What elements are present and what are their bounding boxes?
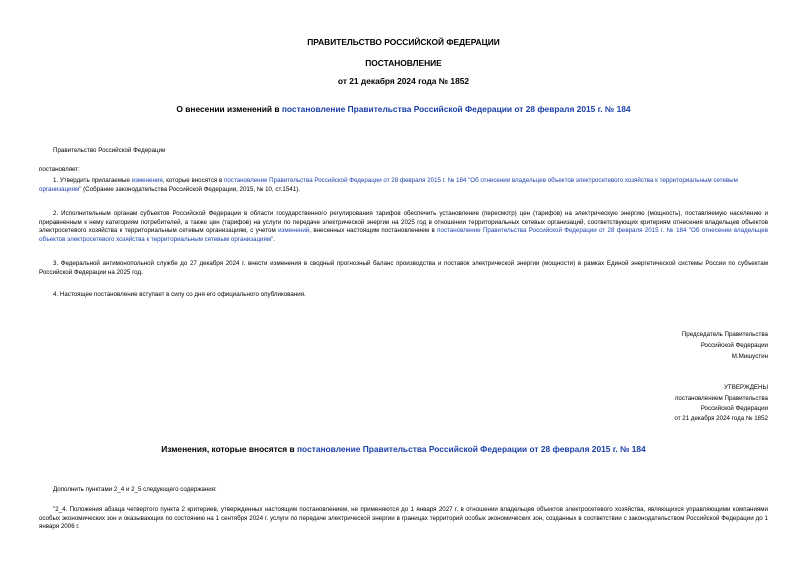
p2-text-b: , внесенных настоящим постановлением в bbox=[309, 227, 438, 235]
p1-text-b: , которые вносятся в bbox=[162, 177, 224, 184]
signature-position-1: Председатель Правительства bbox=[681, 331, 768, 338]
p2-link-resolution[interactable]: постановление Правительства Российской Федерации от 28 февраля 2015 г. № 184 "Об отнесении владельцев объектов электросетевого хозяйства к территориальным сетевым организациям" bbox=[39, 227, 768, 243]
changes-title bbox=[0, 444, 807, 454]
changes-title-link[interactable]: постановление Правительства Российской Федерации от 28 февраля 2015 г. № 184 bbox=[297, 444, 646, 454]
issuer: Правительство Российской Федерации bbox=[53, 147, 166, 154]
p1-link-changes[interactable]: изменения bbox=[131, 177, 163, 184]
approved-label: УТВЕРЖДЕНЫ bbox=[724, 384, 768, 391]
document-date-number: от 21 декабря 2024 года № 1852 bbox=[337, 76, 470, 86]
approved-line-1: постановлением Правительства bbox=[675, 395, 768, 402]
document-title bbox=[0, 104, 807, 114]
title-link[interactable]: постановление Правительства Российской Федерации от 28 февраля 2015 г. № 184 bbox=[281, 104, 631, 114]
p2-link-changes[interactable]: изменений bbox=[278, 227, 310, 235]
changes-intro: Дополнить пунктами 2_4 и 2_5 следующего содержания: bbox=[53, 486, 217, 493]
paragraph-1 bbox=[39, 177, 768, 194]
p2-text-a: 2. Исполнительным органам субъектов Российской Федерации в области государственного регулирования тарифов обеспечить установление (пересмотр) цен (тарифов) на электрическую энергию (мощность), поставляемую населению и приравненным к нему категориям потребителей, а также цен (тарифов) на услуги по передаче электрической энергии на 2025 год в отношении территориальных сетевых организаций, соответствующих критериям отнесения владельцев объектов электросетевого хозяйства к территориальным сетевым организациям, с учетом bbox=[39, 210, 768, 235]
clause-2-4: "2_4. Положения абзаца четвертого пункта 2 критериев, утвержденных настоящим постановлением, не применяются до 1 января 2027 г. в отношении владельцев объектов электросетевого хозяйства, являющихся управляющими компаниями особых экономических зон и оказывающих по состоянию на 1 сентября 2024 г. услуги по передаче электрической энергии в границах территорий особых экономических зон, созданных в соответствии с законодательством Российской Федерации до 1 января 2006 г. bbox=[39, 506, 768, 531]
approved-line-3: от 21 декабря 2024 года № 1852 bbox=[674, 415, 768, 422]
p1-link-resolution[interactable]: постановление Правительства Российской Федерации от 28 февраля 2015 г. № 184 "Об отнесении владельцев объектов электросетевого хозяйства к территориальным сетевым организациям" bbox=[39, 177, 738, 193]
changes-title-prefix: Изменения, которые вносятся в bbox=[161, 444, 297, 454]
paragraph-2 bbox=[39, 210, 768, 244]
p2-text-c: . bbox=[273, 235, 276, 243]
document-type: ПОСТАНОВЛЕНИЕ bbox=[365, 58, 442, 68]
signature-name: М.Мишустин bbox=[731, 353, 768, 360]
paragraph-3: 3. Федеральной антимонопольной службе до 27 декабря 2024 г. внести изменения в сводный прогнозный баланс производства и поставок электрической энергии (мощности) в рамках Единой энергетической системы России по субъектам Российской Федерации на 2025 год. bbox=[39, 260, 768, 276]
title-prefix: О внесении изменений в bbox=[176, 104, 282, 114]
p1-text-a: 1. Утвердить прилагаемые bbox=[53, 177, 132, 184]
paragraph-4: 4. Настоящее постановление вступает в силу со дня его официального опубликования. bbox=[53, 291, 306, 298]
decides: постановляет: bbox=[39, 166, 80, 173]
p1-text-c: (Собрание законодательства Российской Федерации, 2015, № 10, ст.1541). bbox=[81, 185, 300, 193]
approved-line-2: Российской Федерации bbox=[700, 405, 768, 412]
government-name: ПРАВИТЕЛЬСТВО РОССИЙСКОЙ ФЕДЕРАЦИИ bbox=[307, 37, 500, 47]
signature-position-2: Российской Федерации bbox=[700, 342, 768, 349]
